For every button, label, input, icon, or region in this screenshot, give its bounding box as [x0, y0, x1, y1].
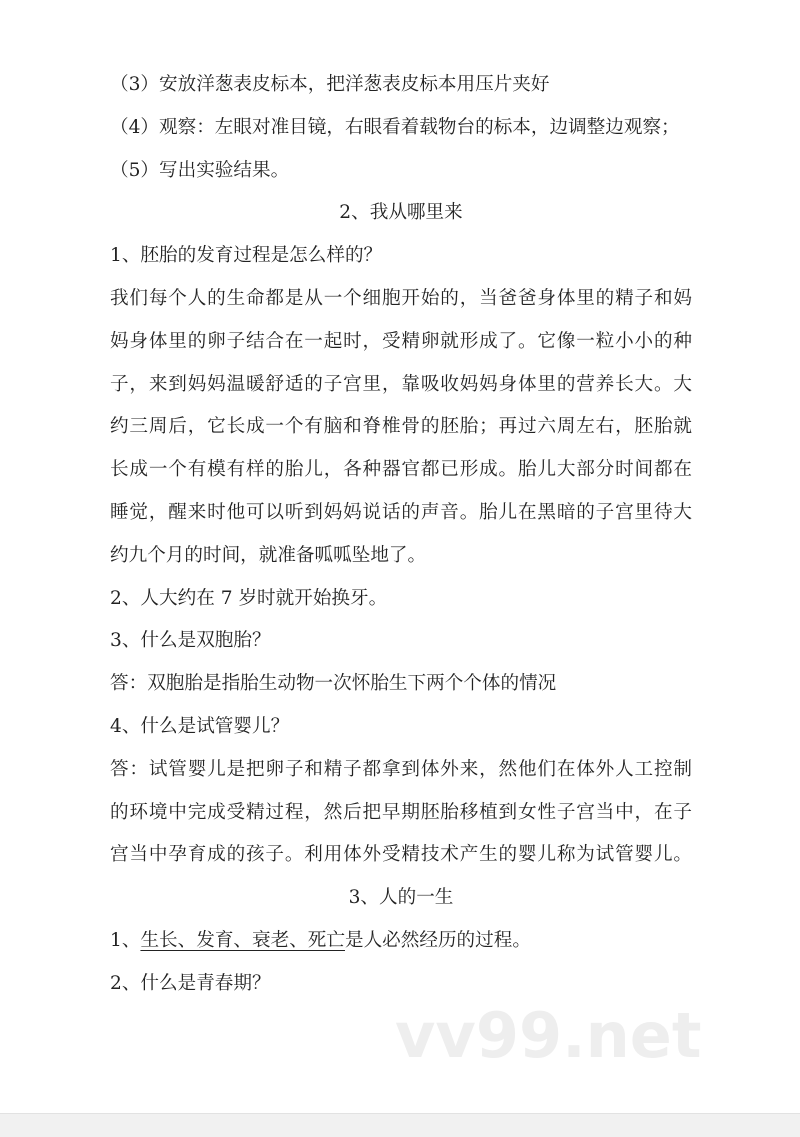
step-3: （3）安放洋葱表皮标本，把洋葱表皮标本用压片夹好	[110, 74, 550, 95]
question-2: 2、人大约在 7 岁时就开始换牙。	[110, 587, 388, 609]
paragraph-line: 约九个月的时间，就准备呱呱坠地了。	[110, 544, 427, 566]
paragraph-line: 子，来到妈妈温暖舒适的子宫里，靠吸收妈妈身体里的营养长大。大	[110, 373, 692, 395]
paragraph-line: 我们每个人的生命都是从一个细胞开始的，当爸爸身体里的精子和妈	[110, 287, 692, 309]
paragraph-line: 睡觉，醒来时他可以听到妈妈说话的声音。胎儿在黑暗的子宫里待大	[110, 501, 692, 523]
step-5: （5）写出实验结果。	[110, 159, 290, 181]
answer-3: 答：双胞胎是指胎生动物一次怀胎生下两个个体的情况	[110, 673, 557, 695]
life-item-2: 2、什么是青春期？	[110, 972, 271, 994]
document-page	[110, 64, 692, 1006]
answer-4-line: 答：试管婴儿是把卵子和精子都拿到体外来，然他们在体外人工控制	[110, 758, 692, 780]
item-suffix: 是人必然经历的过程。	[344, 929, 531, 951]
answer-4-line: 宫当中孕育成的孩子。利用体外受精技术产生的婴儿称为试管婴儿。	[110, 844, 692, 866]
paragraph-line: 约三周后，它长成一个有脑和脊椎骨的胚胎；再过六周左右，胚胎就	[110, 416, 692, 438]
item-prefix: 1、	[110, 929, 141, 951]
bottom-bar	[0, 1113, 800, 1137]
paragraph-line: 妈身体里的卵子结合在一起时，受精卵就形成了。它像一粒小小的种	[110, 330, 692, 352]
section-heading-3: 3、人的一生	[348, 887, 454, 909]
life-item-1	[110, 920, 692, 963]
question-4: 4、什么是试管婴儿？	[110, 715, 290, 737]
underlined-stages: 生长、发育、衰老、死亡	[140, 929, 345, 951]
step-4: （4）观察：左眼对准目镜，右眼看着载物台的标本，边调整边观察；	[110, 116, 680, 138]
watermark: vv99.net	[395, 999, 702, 1072]
answer-4-line: 的环境中完成受精过程，然后把早期胚胎移植到女性子宫当中，在子	[110, 801, 692, 823]
section-heading-2: 2、我从哪里来	[339, 202, 463, 224]
question-1: 1、胚胎的发育过程是怎么样的？	[110, 245, 383, 267]
paragraph-line: 长成一个有模有样的胎儿，各种器官都已形成。胎儿大部分时间都在	[110, 459, 692, 481]
question-3: 3、什么是双胞胎？	[110, 630, 271, 652]
